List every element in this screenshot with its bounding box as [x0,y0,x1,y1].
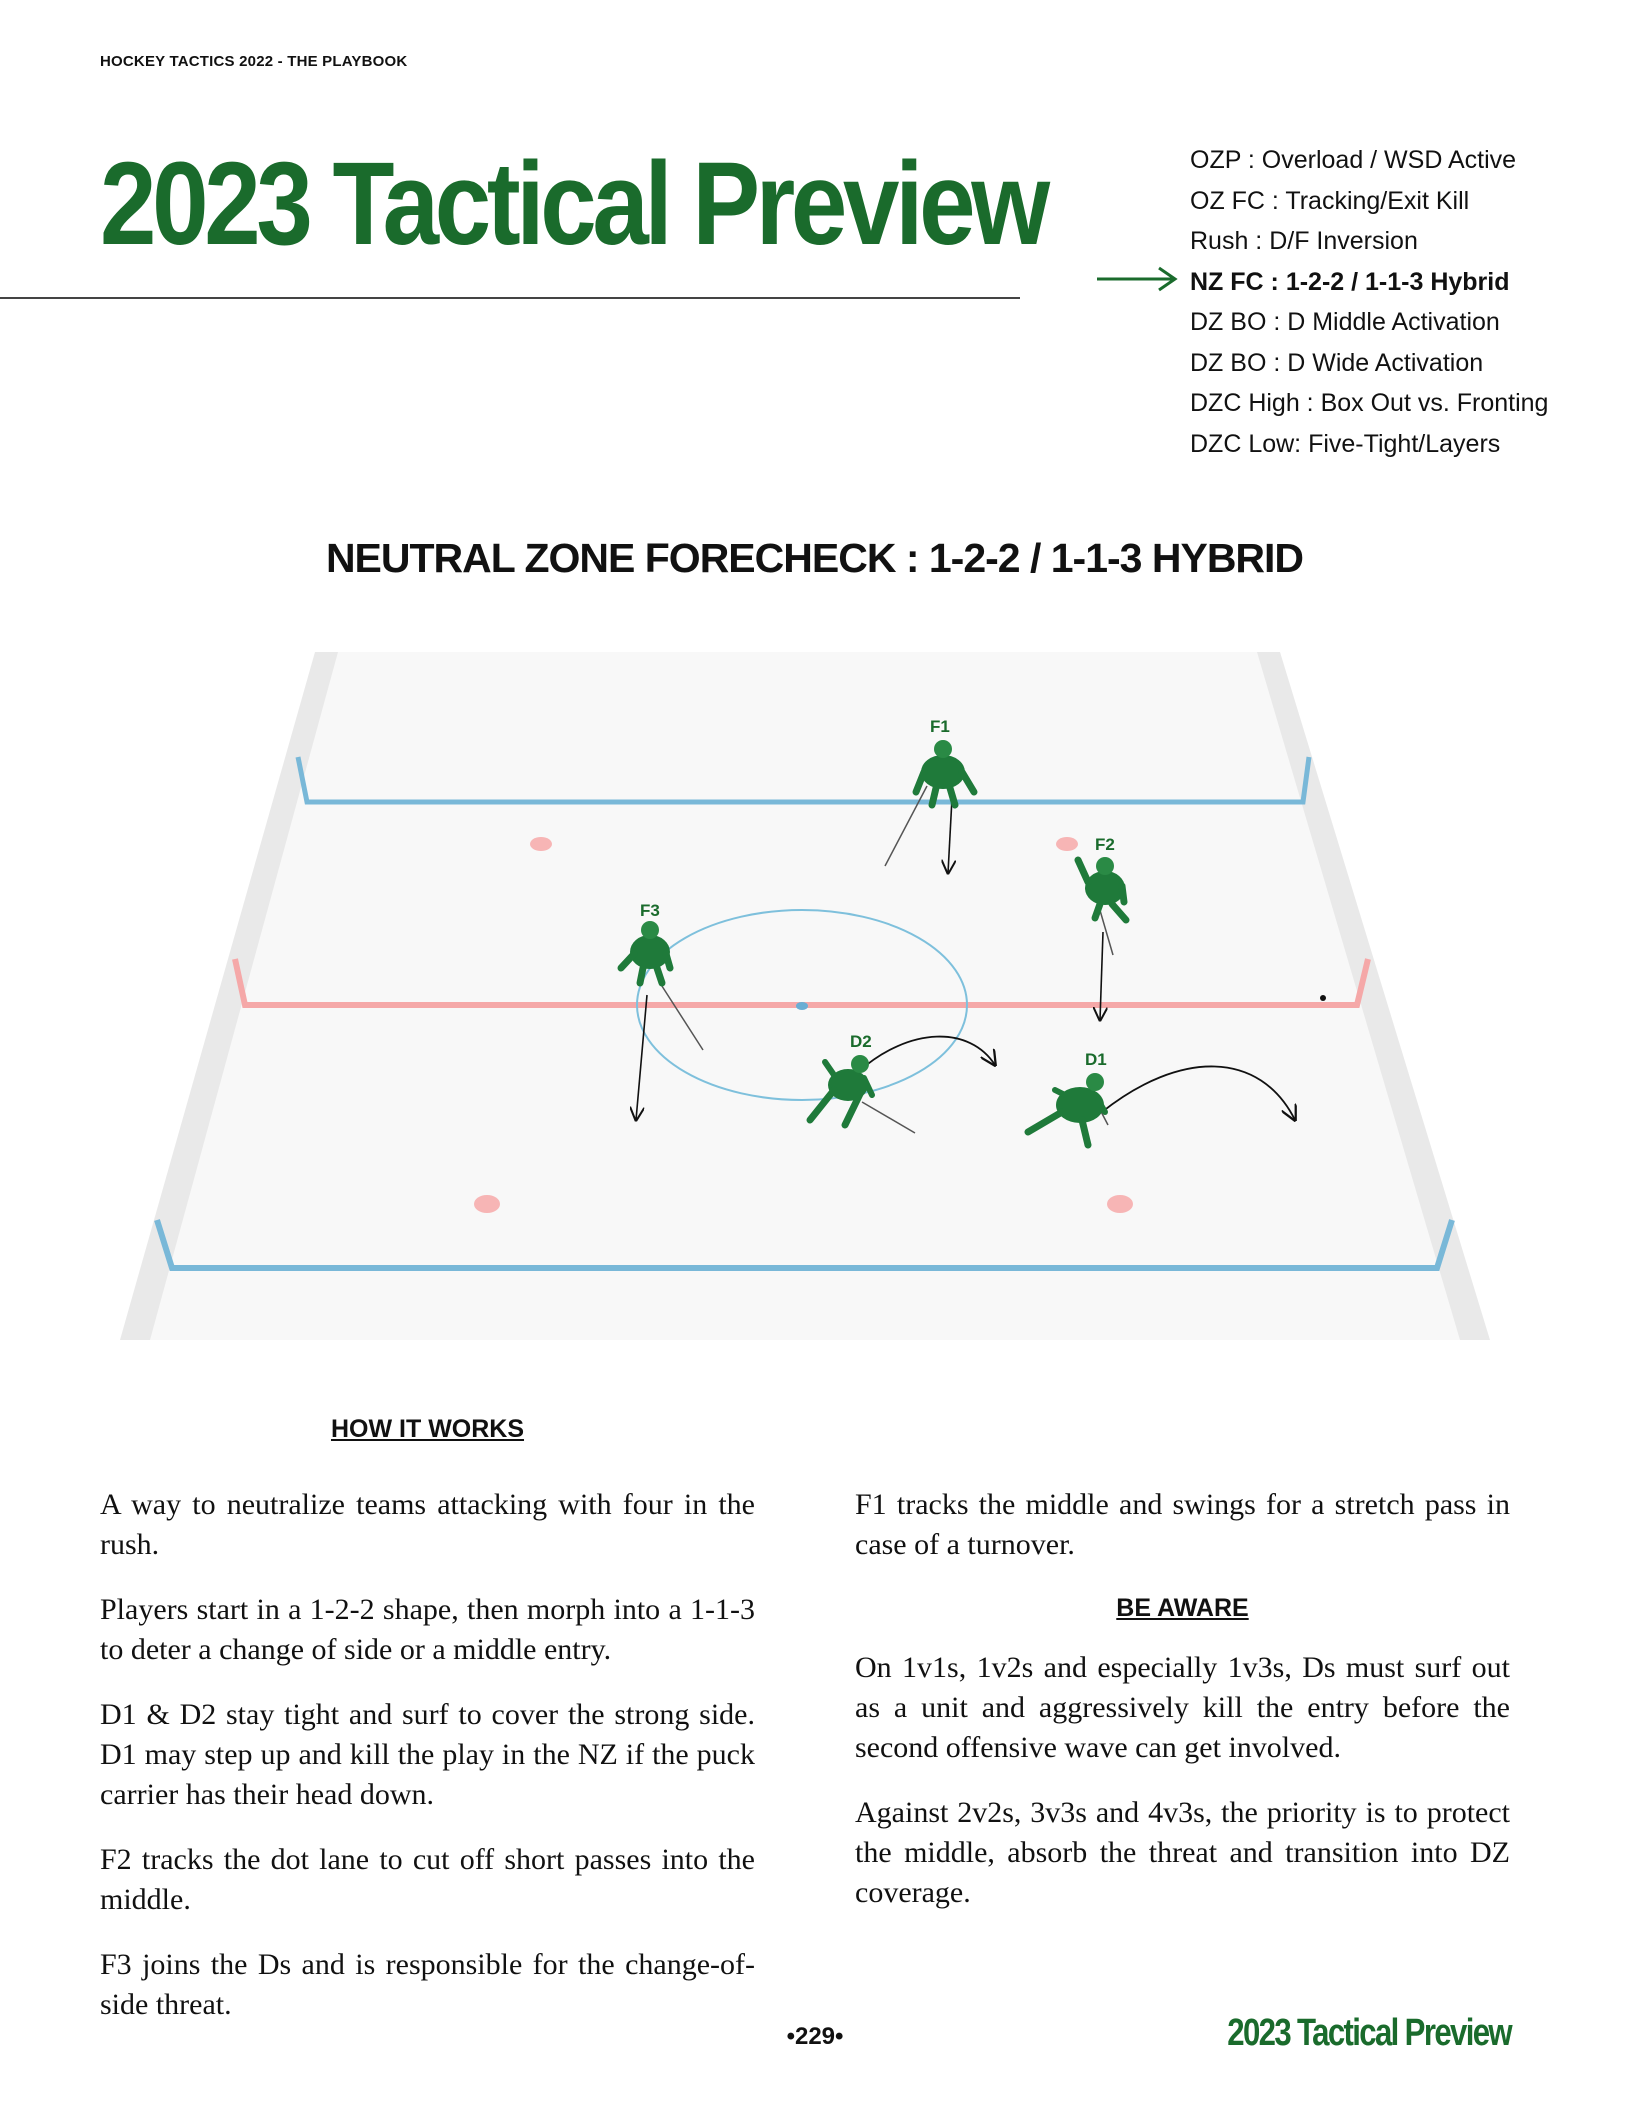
body-paragraph: D1 & D2 stay tight and surf to cover the strong side. D1 may step up and kill the play in the NZ if the puck carrier has their head down. [100,1698,755,1811]
section-heading: NEUTRAL ZONE FORECHECK : 1-2-2 / 1-1-3 HYBRID [325,535,1304,581]
running-header: HOCKEY TACTICS 2022 - THE PLAYBOOK [100,53,408,70]
toc-item[interactable]: OZP : Overload / WSD Active [1190,146,1517,174]
faceoff-dot [1107,1195,1133,1213]
footer-title: 2023 Tactical Preview [1227,2012,1511,2054]
toc-item[interactable]: DZ BO : D Wide Activation [1190,348,1484,377]
body-paragraph: Against 2v2s, 3v3s and 4v3s, the priority is to protect the middle, absorb the threat and transition into DZ coverage. [855,1796,1510,1909]
faceoff-dot [530,837,552,851]
be-aware-heading: BE AWARE [1116,1594,1249,1622]
player-label-f3: F3 [640,901,660,920]
player-label-d2: D2 [850,1032,872,1051]
toc-item[interactable]: OZ FC : Tracking/Exit Kill [1190,186,1470,215]
body-paragraph: On 1v1s, 1v2s and especially 1v3s, Ds must surf out as a unit and aggressively kill the entry before the second offensive wave can get involved. [855,1651,1510,1764]
toc-item-current[interactable]: NZ FC : 1-2-2 / 1-1-3 Hybrid [1190,267,1510,296]
toc-item[interactable]: Rush : D/F Inversion [1190,227,1418,255]
body-paragraph: Players start in a 1-2-2 shape, then morph into a 1-1-3 to deter a change of side or a middle entry. [100,1593,755,1666]
player-label-d1: D1 [1085,1050,1107,1069]
puck [1320,995,1326,1001]
ice-surface [150,652,1460,1340]
faceoff-dot [474,1195,500,1213]
how-it-works-heading: HOW IT WORKS [330,1415,525,1443]
body-paragraph: F3 joins the Ds and is responsible for the change-of-side threat. [100,1948,755,2021]
current-section-arrow-icon [1095,264,1185,294]
player-label-f2: F2 [1095,835,1115,854]
body-paragraph: F1 tracks the middle and swings for a stretch pass in case of a turnover. [855,1488,1510,1561]
body-paragraph: A way to neutralize teams attacking with four in the rush. [100,1488,755,1561]
section-index [1190,140,1620,464]
page-number: •229• [786,2023,844,2050]
faceoff-dot [1056,837,1078,851]
right-column [855,1485,1510,1938]
toc-item[interactable]: DZC High : Box Out vs. Fronting [1190,389,1549,417]
body-paragraph: F2 tracks the dot lane to cut off short passes into the middle. [100,1843,755,1916]
title-divider [0,297,1020,299]
left-column [100,1485,755,2050]
toc-item[interactable]: DZC Low: Five-Tight/Layers [1190,429,1501,458]
center-dot [796,1002,808,1010]
toc-item[interactable]: DZ BO : D Middle Activation [1190,308,1500,336]
rink-diagram [110,650,1510,1350]
page-title: 2023 Tactical Preview [100,138,1046,270]
player-label-f1: F1 [930,717,950,736]
